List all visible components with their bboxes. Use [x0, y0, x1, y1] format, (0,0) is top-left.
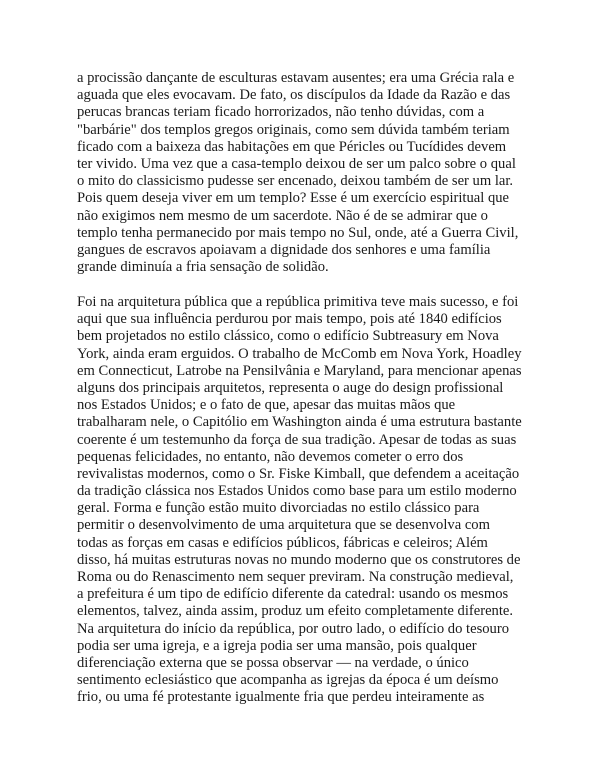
text-line: disso, há muitas estruturas novas no mundo moderno que os construtores de: [77, 551, 521, 568]
text-line: frio, ou uma fé protestante igualmente fria que perdeu inteiramente as: [77, 689, 485, 706]
text-line: Pois quem deseja viver em um templo? Esse é um exercício espiritual que: [77, 190, 510, 207]
text-line: York, ainda eram erguidos. O trabalho de McComb em Nova York, Hoadley: [77, 345, 522, 362]
text-line: trabalharam nele, o Capitólio em Washington ainda é uma estrutura bastante: [77, 414, 522, 431]
text-line: todas as forças em casas e edifícios públicos, fábricas e celeiros; Além: [77, 534, 488, 551]
text-line: sentimento eclesiástico que acompanha as igrejas da época é um deísmo: [77, 672, 499, 689]
text-line: grande diminuía a fria sensação de solidão.: [77, 259, 329, 276]
text-line: diferenciação externa que se possa observar — na verdade, o único: [77, 654, 469, 671]
text-line: pequenas felicidades, no entanto, não devemos cometer o erro dos: [77, 448, 464, 465]
text-line: permitir o desenvolvimento de uma arquitetura que se desenvolva com: [77, 517, 490, 534]
text-line: elementos, talvez, ainda assim, produz um efeito completamente diferente.: [77, 603, 514, 620]
text-line: Roma ou do Renascimento nem sequer previram. Na construção medieval,: [77, 569, 514, 585]
text-line: alguns dos principais arquitetos, representa o auge do design profissional: [77, 379, 504, 396]
text-line: aguada que eles evocavam. De fato, os discípulos da Idade da Razão e das: [77, 87, 511, 104]
text-line: ficado com a baixeza das habitações em que Péricles ou Tucídides devem: [77, 138, 507, 155]
text-line: não exigimos nem mesmo de um sacerdote. Não é de se admirar que o: [77, 207, 488, 224]
text-line: revivalistas modernos, como o Sr. Fiske Kimball, que defendem a aceitação: [77, 465, 520, 482]
text-line: podia ser uma igreja, e a igreja podia ser uma mansão, pois qualquer: [77, 637, 477, 654]
text-line: geral. Forma e função estão muito divorciadas no estilo clássico para: [77, 500, 480, 517]
text-line: Foi na arquitetura pública que a república primitiva teve mais sucesso, e foi: [77, 294, 519, 310]
text-line: em Connecticut, Latrobe na Pensilvânia e Maryland, para mencionar apenas: [77, 362, 522, 379]
text-line: Na arquitetura do início da república, por outro lado, o edifício do tesouro: [77, 620, 510, 637]
text-line: aqui que sua influência perdurou por mais tempo, pois até 1840 edifícios: [77, 311, 502, 328]
text-line: bem projetados no estilo clássico, como o edifício Subtreasury em Nova: [77, 328, 499, 345]
text-line: "barbárie" dos templos gregos originais, como sem dúvida também teriam: [77, 121, 510, 138]
text-line: da tradição clássica nos Estados Unidos como base para um estilo moderno: [77, 483, 517, 500]
text-line: o mito do classicismo pudesse ser encenado, deixou também de ser um lar.: [77, 173, 514, 190]
text-line: a procissão dançante de esculturas estavam ausentes; era uma Grécia rala e: [77, 70, 515, 86]
paragraph-1: [77, 70, 547, 276]
text-line: ter vivido. Uma vez que a casa-templo deixou de ser um palco sobre o qual: [77, 155, 516, 172]
text-line: nos Estados Unidos; e o fato de que, apesar das muitas mãos que: [77, 397, 456, 414]
paragraph-2: [77, 294, 547, 707]
text-line: gangues de escravos apoiavam a dignidade dos senhores e uma família: [77, 241, 491, 258]
text-line: coerente é um testemunho da força de sua tradição. Apesar de todas as suas: [77, 431, 517, 448]
text-line: a prefeitura é um tipo de edifício diferente da catedral: usando os mesmos: [77, 586, 509, 603]
text-line: templo tenha permanecido por mais tempo no Sul, onde, até a Guerra Civil,: [77, 224, 519, 241]
text-line: perucas brancas teriam ficado horrorizados, não tenho dúvidas, com a: [77, 104, 485, 121]
